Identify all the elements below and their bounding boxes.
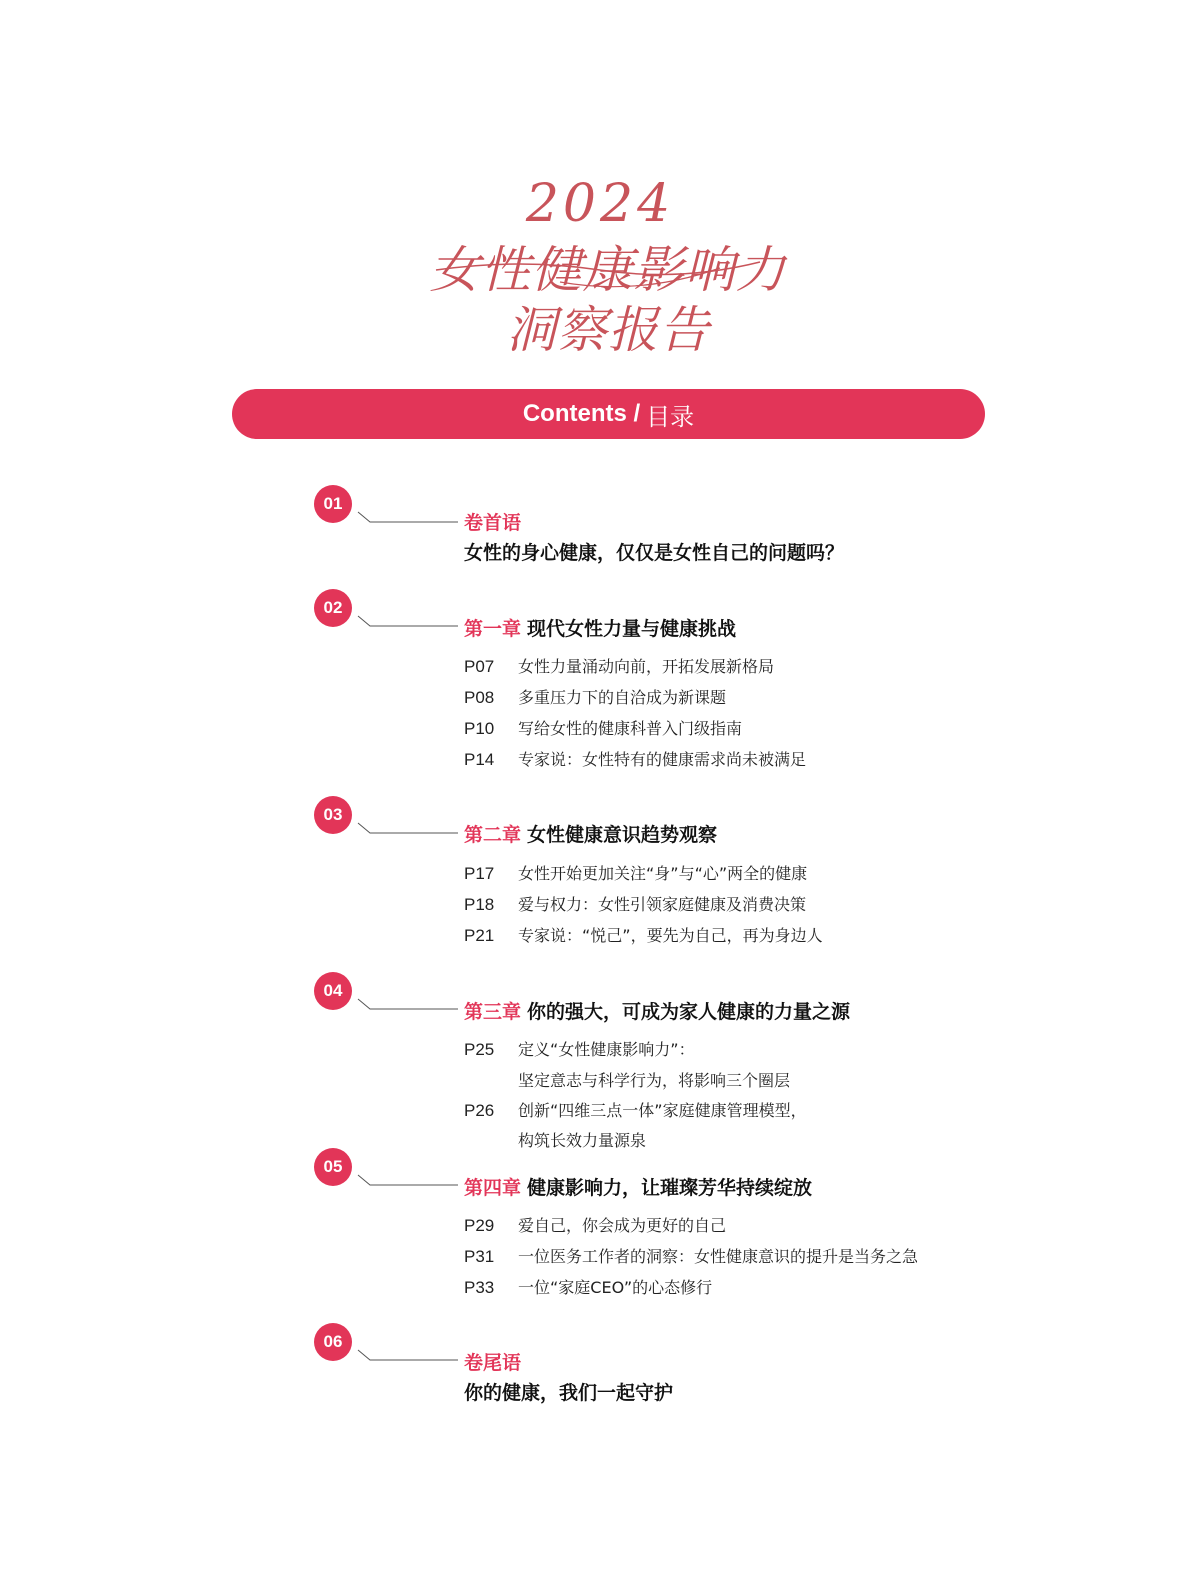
toc-entry[interactable] xyxy=(464,1244,918,1267)
section-heading[interactable] xyxy=(464,508,521,535)
section-title: 健康影响力，让璀璨芳华持续绽放 xyxy=(527,1177,813,1199)
toc-entry-continuation[interactable]: 构筑长效力量源泉 xyxy=(518,1131,647,1150)
contents-label-zh: 目录 xyxy=(646,403,695,431)
entry-text: 爱与权力：女性引领家庭健康及消费决策 xyxy=(518,895,807,914)
page-number: P17 xyxy=(464,864,495,883)
section-number-badge: 02 xyxy=(314,589,352,627)
section-subtitle[interactable]: 你的健康，我们一起守护 xyxy=(464,1382,674,1404)
section-heading[interactable] xyxy=(464,1348,521,1375)
section-label: 第四章 xyxy=(464,1177,522,1199)
entry-text: 多重压力下的自洽成为新课题 xyxy=(518,688,727,707)
toc-entry[interactable] xyxy=(464,892,806,915)
toc-entry[interactable] xyxy=(464,861,807,884)
entry-text: 写给女性的健康科普入门级指南 xyxy=(518,719,743,738)
section-title: 女性健康意识趋势观察 xyxy=(527,824,718,846)
section-number-badge: 05 xyxy=(314,1148,352,1186)
section-title: 你的强大，可成为家人健康的力量之源 xyxy=(527,1001,851,1023)
section-label: 卷尾语 xyxy=(464,1352,522,1374)
title-line-2: 洞察报告 xyxy=(506,301,710,359)
entry-text: 定义“女性健康影响力”： xyxy=(518,1040,695,1059)
entry-text: 爱自己，你会成为更好的自己 xyxy=(518,1216,727,1235)
page-number: P21 xyxy=(464,926,495,945)
entry-text: 一位医务工作者的洞察：女性健康意识的提升是当务之急 xyxy=(518,1247,919,1266)
connector-line xyxy=(356,821,460,835)
toc-entry[interactable] xyxy=(464,1275,712,1298)
page-number: P14 xyxy=(464,750,495,769)
section-subtitle[interactable]: 女性的身心健康，仅仅是女性自己的问题吗？ xyxy=(464,542,845,564)
title-year: 2024 xyxy=(525,174,675,234)
page-number: P18 xyxy=(464,895,495,914)
connector-line xyxy=(356,997,460,1011)
toc-entry[interactable] xyxy=(464,1098,807,1121)
entry-text: 创新“四维三点一体”家庭健康管理模型， xyxy=(518,1101,807,1120)
toc-entry[interactable] xyxy=(464,747,806,770)
connector-line xyxy=(356,1348,460,1362)
toc-entry[interactable] xyxy=(464,923,823,946)
section-heading[interactable] xyxy=(464,820,717,847)
toc-entry[interactable] xyxy=(464,716,742,739)
title-line-1: 女性健康影响力 xyxy=(429,241,787,299)
page-number: P25 xyxy=(464,1040,495,1059)
entry-text: 女性开始更加关注“身”与“心”两全的健康 xyxy=(518,864,808,883)
page-number: P10 xyxy=(464,719,495,738)
section-number-badge: 01 xyxy=(314,485,352,523)
contents-label-en: Contents / xyxy=(522,400,641,427)
section-label: 卷首语 xyxy=(464,512,522,534)
contents-banner xyxy=(232,389,985,439)
section-heading[interactable] xyxy=(464,614,736,641)
connector-line xyxy=(356,614,460,628)
toc-entry[interactable] xyxy=(464,1037,695,1060)
page-number: P26 xyxy=(464,1101,495,1120)
section-heading[interactable] xyxy=(464,1173,812,1200)
section-label: 第一章 xyxy=(464,618,522,640)
toc-entry[interactable] xyxy=(464,654,774,677)
entry-text: 女性力量涌动向前，开拓发展新格局 xyxy=(518,657,775,676)
title-swoosh-decoration xyxy=(0,0,1200,360)
toc-entry[interactable] xyxy=(464,685,726,708)
connector-line xyxy=(356,510,460,524)
entry-text: 一位“家庭CEO”的心态修行 xyxy=(518,1278,713,1297)
connector-line xyxy=(356,1173,460,1187)
section-label: 第三章 xyxy=(464,1001,522,1023)
section-number-badge: 03 xyxy=(314,796,352,834)
toc-entry[interactable] xyxy=(464,1213,726,1236)
page-number: P07 xyxy=(464,657,495,676)
page-number: P29 xyxy=(464,1216,495,1235)
section-label: 第二章 xyxy=(464,824,522,846)
section-heading[interactable] xyxy=(464,997,850,1024)
section-number-badge: 06 xyxy=(314,1323,352,1361)
section-number-badge: 04 xyxy=(314,972,352,1010)
entry-text: 专家说：女性特有的健康需求尚未被满足 xyxy=(518,750,807,769)
page-number: P08 xyxy=(464,688,495,707)
entry-text: 专家说：“悦己”，要先为自己，再为身边人 xyxy=(518,926,823,945)
page-number: P31 xyxy=(464,1247,495,1266)
section-title: 现代女性力量与健康挑战 xyxy=(527,618,737,640)
page-number: P33 xyxy=(464,1278,495,1297)
toc-entry-continuation[interactable]: 坚定意志与科学行为，将影响三个圈层 xyxy=(518,1071,791,1090)
